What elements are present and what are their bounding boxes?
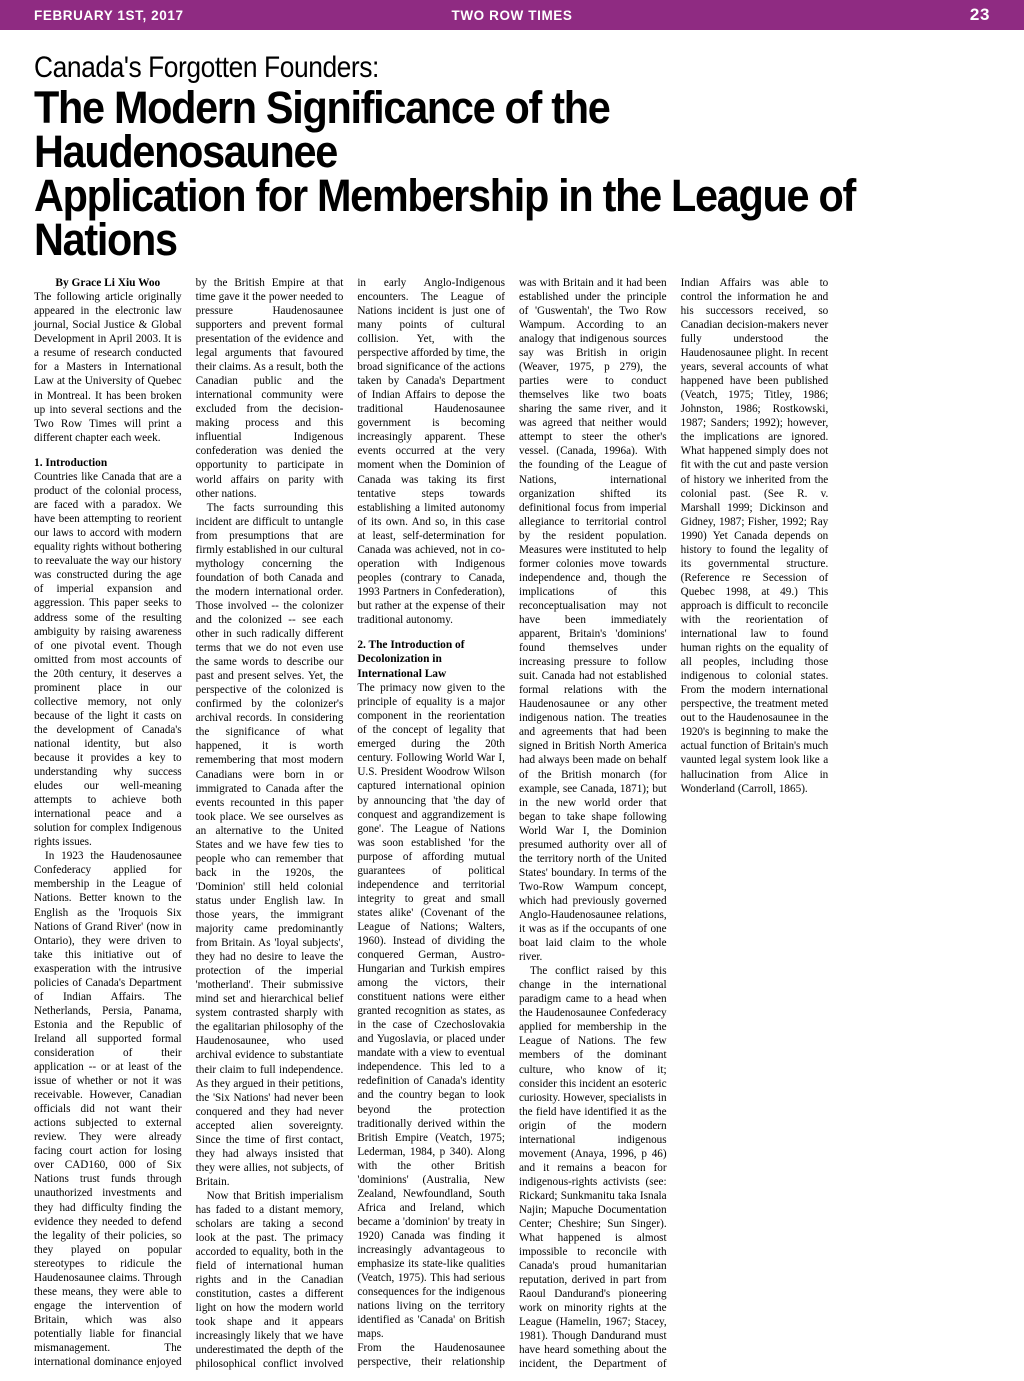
headline-line-1: The Modern Significance of the Haudenosaunee — [34, 81, 610, 177]
paragraph-4: Now that British imperialism has faded to a distant memory, scholars are taking a second look at the past. The primacy accorded to equality, both in the field of international human rights and in the Canadian constitution, castes a different light on how the modern world took shape and it appears increasingly likely that we have underestimated the depth of the philosophical conflict involved in early Anglo-Indigenous encounters. The League of Nations incident is just one of many points of cultural collision. Yet, with the perspective afforded by time, the broad significance of the actions taken by Canada's Department of Indian Affairs to depose the traditional Haudenosaunee government is becoming increasingly apparent. These events occurred at the very moment when the Dominion of Canada was taking its first tentative steps towards establishing a limited autonomy of its own. And so, in this case at least, self-determination for Canada was achieved, not in co-operation with Indigenous peoples (contrary to Canada, 1993 Partners in Confederation), but rather at the expense of their traditional autonomy. — [195, 276, 505, 1371]
headline-line-2: Application for Membership in the League of Nations — [34, 169, 855, 265]
paragraph-6: From the Haudenosaunee perspective, their relationship was with Britain and it had been established under the principle of 'Guswentah', the Two Row Wampum. According to an analogy that indigenous sources say was British in origin (Weaver, 1975, p 279), the parties were to conduct themselves like two boats sharing the same river, and it was agreed that neither would attempt to steer the other's vessel. (Canada, 1996a). With the founding of the League of Nations, international organization shifted its definitional focus from imperial allegiance to territorial control by the resident population. Measures were instituted to help former colonies move towards independence and, though the implications of this reconceptualisation may not have been immediately apparent, Britain's 'dominions' found themselves under increasing pressure to follow suit. Canada had not established formal relations with the Haudenosaunee or any other indigenous nation. The treaties and agreements that had been signed in British North America had always been made on behalf of the British monarch (for example, see Canada, 1871); but in the new world order that began to take shape following World War I, the Dominion presumed authority over all of the territory north of the United States' boundary. In terms of the Two-Row Wampum concept, which had previously governed Anglo-Haudenosaunee relations, it was as if the occupants of one boat laid claim to the whole river. — [357, 276, 667, 1369]
publication-name: TWO ROW TIMES — [451, 8, 573, 23]
byline: By Grace Li Xiu Woo — [55, 276, 161, 289]
article-body — [34, 276, 990, 1381]
article-kicker: Canada's Forgotten Founders: — [34, 51, 379, 84]
paragraph-1: Countries like Canada that are a product of the colonial process, are faced with a paradox. We have been attempting to reorient our laws to accord with modern equality rights without bothering to reevaluate the way our history was constructed during the age of imperial expansion and aggression. This paper seeks to address some of the resulting ambiguity by raising awareness of one pivotal event. Though omitted from most accounts of the 20th century, it deserves a prominent place in our collective memory, not only because of the light it casts on the development of Canada's national identity, but also because it provides a key to understanding why success eludes our well-meaning attempts to achieve both international peace and a solution for complex Indigenous rights issues. — [34, 471, 182, 849]
paragraph-3: The facts surrounding this incident are difficult to untangle from presumptions that are firmly established in our cultural mythology concerning the foundation of both Canada and the modern international order. Those involved -- the colonizer and the colonized -- see each other in such radically different terms that we do not even use the same words to describe our past and present selves. Yet, the perspective of the colonized is confirmed by the colonizer's archival records. In considering the significance of what happened, it is worth remembering that most modern Canadians were born in or immigrated to Canada after the events recounted in this paper took place. We see ourselves as an alternative to the United States and we have few ties to people who can remember that back in the 1920s, the 'Dominion' still held colonial status under English law. In those years, the immigrant majority came predominantly from Britain. As 'loyal subjects', they had no desire to leave the protection of the imperial 'motherland'. Their submissive mind set and hierarchical belief system contrasted sharply with the egalitarian philosophy of the Haudenosaunee, who used archival evidence to substantiate their claim to full independence. As they argued in their petitions, the 'Six Nations' had never been conquered and they had never accepted alien sovereignty. Since the time of first contact, they had always insisted that they were allies, not subjects, of Britain. — [195, 501, 344, 1188]
article-headline-block — [0, 30, 1024, 265]
page-header-bar — [0, 0, 1024, 30]
page-number: 23 — [969, 5, 990, 24]
paragraph-2: In 1923 the Haudenosaunee Confederacy applied for membership in the League of Nations. Better known to the English as the 'Iroquois Six Nations of Grand River' (now in Ontario), they were driven to take this initiative out of exasperation with the intrusive policies of Canada's Department of Indian Affairs. The Netherlands, Persia, Panama, Estonia and the Republic of Ireland all supported formal consideration of their application -- or at least of the issue of whether or not it was receivable. However, Canadian officials did not want their actions subjected to external review. They were already facing court action for losing over CAD160, 000 of Six Nations trust funds through unauthorized investments and they had difficulty finding the evidence they needed to defend the legality of their policies, so they played on popular stereotypes to ridicule the Haudenosaunee claims. Through these means, they were able to engage the intervention of Britain, which was also potentially liable for financial mismanagement. The international dominance enjoyed by the British Empire at that time gave it the power needed to pressure Haudenosaunee supporters and prevent formal presentation of the evidence and legal arguments that favoured their claims. As a result, both the Canadian public and the international community were excluded from the decision-making process and this influential Indigenous confederation was denied the opportunity to participate in world affairs on parity with other nations. — [34, 276, 344, 1369]
page-title — [34, 81, 914, 265]
section-heading-decolonization: 2. The Introduction of Decolonization in International Law — [357, 639, 465, 680]
paragraph-7: The conflict raised by this change in the international paradigm came to a head when the Haudenosaunee Confederacy applied for membership in the League of Nations. The few members of the dominant culture, who know of it; consider this incident an esoteric curiosity. However, specialists in the field have identified it as the origin of the modern international indigenous movement (Anaya, 1996, p 46) and it remains a beacon for indigenous-rights activists (see: Rickard; Sunkmanitu taka Isnala Najin; Mapuche Documentation Center; Cheshire; Sun Singer). What happened is almost impossible to reconcile with Canada's proud humanitarian reputation, derived in part from Raoul Dandurand's pioneering work on minority rights at the League (Hamelin, 1967; Stacey, 1981). Though Dandurand must have heard something about the incident, the Department of Indian Affairs was able to control the information he and his successors received, so Canadian decision-makers never fully understood the Haudenosaunee plight. In recent years, several accounts of what happened have been published (Veatch, 1975; Titley, 1986; Johnston, 1986; Rostkowski, 1987; Sanders; 1992); however, the implications are ignored. What happened simply does not fit with the cut and paste version of history we inherited from the colonial past. (See R. v. Marshall 1999; Dickinson and Gidney, 1987; Fisher, 1992; Ray 1990) Yet Canada depends on history to found the legality of its governmental structure. (Reference re Secession of Quebec 1998, at 49.) This approach is difficult to reconcile with the reorientation of international law to found human rights on the equality of all peoples, including those indigenous to colonial states. From the modern international perspective, the treatment meted out to the Haudenosaunee in the 1920's is beginning to make the actual function of Britain's much vaunted legal system look like a hallucination from Alice in Wonderland (Carroll, 1865). — [518, 276, 829, 1371]
section-heading-introduction: 1. Introduction — [34, 456, 108, 469]
issue-date: FEBRUARY 1ST, 2017 — [34, 8, 184, 23]
paragraph-intro-note: The following article originally appeared in the electronic law journal, Social Justice & Global Development in April 2003. It is a resume of research conducted for a Masters in International Law at the University of Quebec in Montreal. It has been broken up into several sections and the Two Row Times will print a different chapter each week. — [34, 291, 182, 444]
paragraph-5: The primacy now given to the principle of equality is a major component in the reorientation of the concept of legality that emerged during the 20th century. Following World War I, U.S. President Woodrow Wilson captured international opinion by announcing that 'the day of conquest and aggrandizement is gone'. The League of Nations was soon established 'for the purpose of affording mutual guarantees of political independence and territorial integrity to great and small states alike' (Covenant of the League of Nations; Walters, 1960). Instead of dividing the conquered German, Austro-Hungarian and Turkish empires among the victors, their constituent nations were either granted recognition as states, as in the case of Czechoslovakia and Yugoslavia, or placed under mandate with a view to eventual independence. This led to a redefinition of Canada's identity and the country began to look beyond the protection traditionally derived within the British Empire (Veatch, 1975; Lederman, 1984, p 340). Along with the other British 'dominions' (Australia, New Zealand, Newfoundland, South Africa and Ireland, which became a 'dominion' by treaty in 1920) Canada was finding it increasingly advantageous to emphasize its state-like qualities (Veatch, 1975). This had serious consequences for the indigenous nations living on the territory identified as 'Canada' on British maps. — [357, 682, 505, 1341]
